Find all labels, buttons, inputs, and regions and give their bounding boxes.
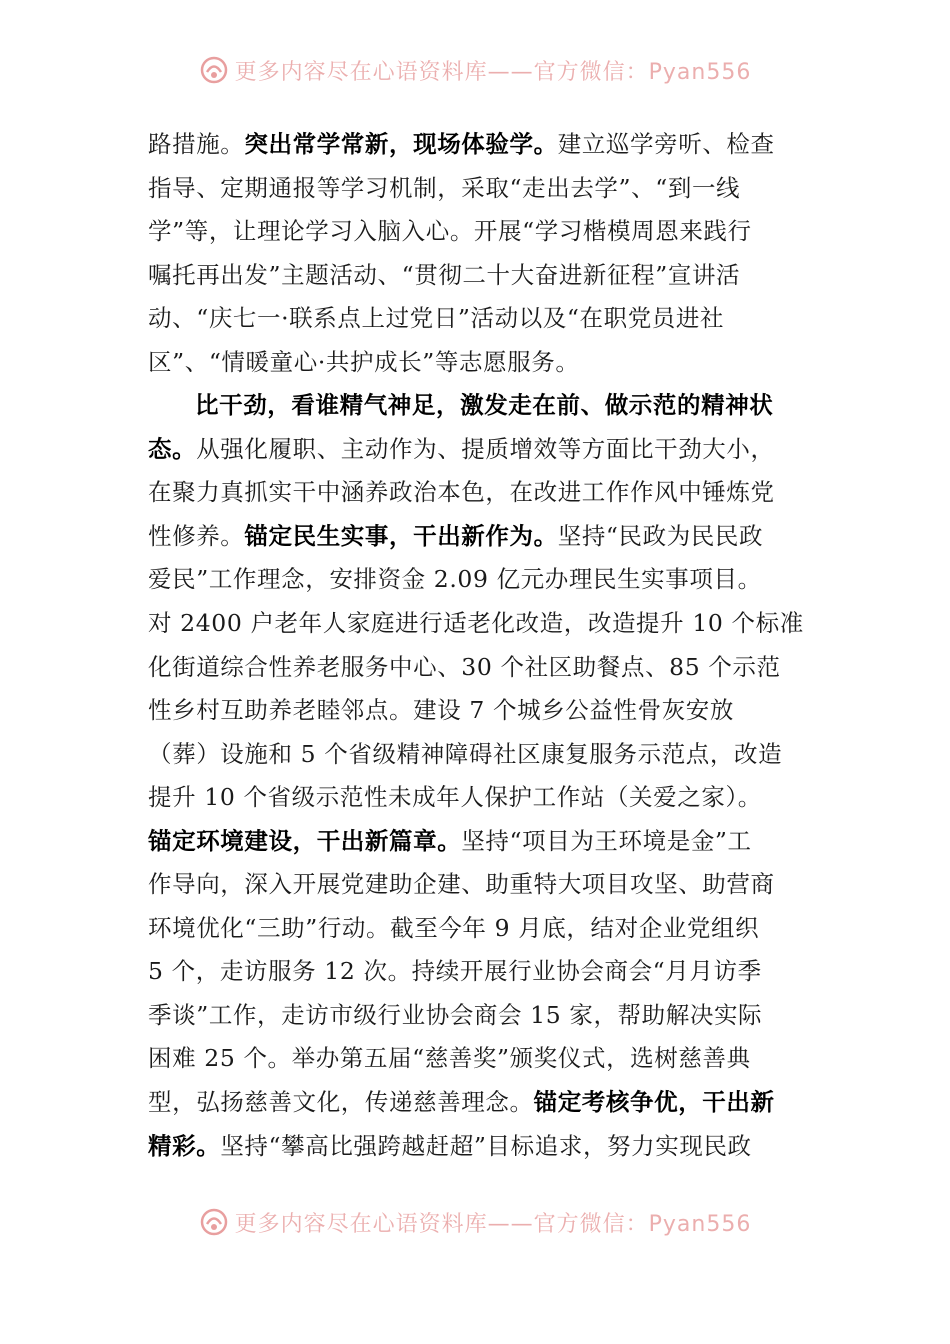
body-text: 环境优化“三助”行动。截至今年 9 月底，结对企业党组织 (148, 913, 760, 942)
watermark-header (0, 50, 950, 90)
text-line (148, 1081, 808, 1125)
bold-heading-text: 锚定环境建设，干出新篇章。 (148, 826, 462, 855)
text-line (148, 254, 808, 298)
text-line (148, 384, 808, 428)
body-text: 季谈”工作，走访市级行业协会商会 15 家，帮助解决实际 (148, 1000, 763, 1029)
bold-heading-text: 态。 (148, 434, 197, 463)
bold-heading-text: 精彩。 (148, 1131, 221, 1160)
body-text: 建立巡学旁听、检查 (557, 130, 775, 158)
body-text: 坚持“项目为王环境是金”工 (461, 826, 752, 855)
text-line (148, 950, 808, 994)
body-text: 对 2400 户老年人家庭进行适老化改造，改造提升 10 个标准 (148, 609, 804, 638)
body-text: 嘱托再出发”主题活动、“贯彻二十大奋进新征程”宣讲活 (148, 260, 741, 289)
body-text: 坚持“民政为民民政 (557, 521, 764, 550)
text-line (148, 515, 808, 559)
bold-heading-text: 锚定民生实事，干出新作为。 (244, 521, 558, 550)
body-text: 5 个，走访服务 12 次。持续开展行业协会商会“月月访季 (148, 957, 762, 986)
body-text: 从强化履职、主动作为、提质增效等方面比干劲大小， (196, 434, 775, 463)
body-text: 提升 10 个省级示范性未成年人保护工作站（关爱之家）。 (148, 783, 762, 812)
body-text: 学”等，让理论学习入脑入心。开展“学习楷模周恩来践行 (148, 217, 752, 246)
body-text: 区”、“情暖童心·共护成长”等志愿服务。 (148, 347, 580, 376)
text-line (148, 210, 808, 254)
body-text: 动、“庆七一·联系点上过党日”活动以及“在职党员进社 (148, 304, 725, 333)
bold-heading-text: 比干劲，看谁精气神足，激发走在前、做示范的精神状 (195, 391, 774, 420)
body-text: 爱民”工作理念，安排资金 2.09 亿元办理民生实事项目。 (148, 565, 762, 594)
body-text: 型，弘扬慈善文化，传递慈善理念。 (148, 1088, 534, 1117)
text-line (148, 1037, 808, 1081)
text-line (148, 776, 808, 820)
text-line (148, 907, 808, 951)
body-text: 坚持“攀高比强跨越赶超”目标追求，努力实现民政 (220, 1131, 752, 1160)
body-text: 困难 25 个。举办第五届“慈善奖”颁奖仪式，选树慈善典 (148, 1044, 751, 1073)
body-text: 性修养。 (148, 521, 245, 550)
watermark-text: 更多内容尽在心语资料库——官方微信：Pyan556 (234, 59, 752, 85)
bold-heading-text: 锚定考核争优，干出新 (533, 1088, 775, 1117)
body-text: 作导向，深入开展党建助企建、助重特大项目攻坚、助营商 (148, 870, 775, 899)
body-text: 在聚力真抓实干中涵养政治本色，在改进工作作风中锤炼党 (148, 478, 775, 507)
text-line (148, 1125, 808, 1169)
text-line (148, 863, 808, 907)
body-text: 性乡村互助养老睦邻点。建设 7 个城乡公益性骨灰安放 (148, 696, 734, 725)
watermark-footer (0, 1202, 950, 1242)
document-body (148, 123, 808, 1168)
text-line (148, 558, 808, 602)
watermark-text: 更多内容尽在心语资料库——官方微信：Pyan556 (234, 1211, 752, 1237)
text-line (148, 428, 808, 472)
text-line (148, 297, 808, 341)
text-line (148, 689, 808, 733)
body-text: （葬）设施和 5 个省级精神障碍社区康复服务示范点，改造 (148, 739, 783, 768)
text-line (148, 167, 808, 211)
text-line (148, 123, 808, 167)
text-line (148, 471, 808, 515)
text-line (148, 994, 808, 1038)
brand-logo-icon (199, 1207, 229, 1237)
body-text: 化街道综合性养老服务中心、30 个社区助餐点、85 个示范 (148, 652, 781, 681)
brand-logo-icon (199, 55, 229, 85)
text-line (148, 341, 808, 385)
text-line (148, 602, 808, 646)
body-text: 路措施。 (148, 130, 245, 158)
text-line (148, 733, 808, 777)
body-text: 指导、定期通报等学习机制，采取“走出去学”、“到一线 (148, 173, 741, 202)
bold-heading-text: 突出常学常新，现场体验学。 (244, 130, 558, 158)
text-line (148, 820, 808, 864)
text-line (148, 646, 808, 690)
